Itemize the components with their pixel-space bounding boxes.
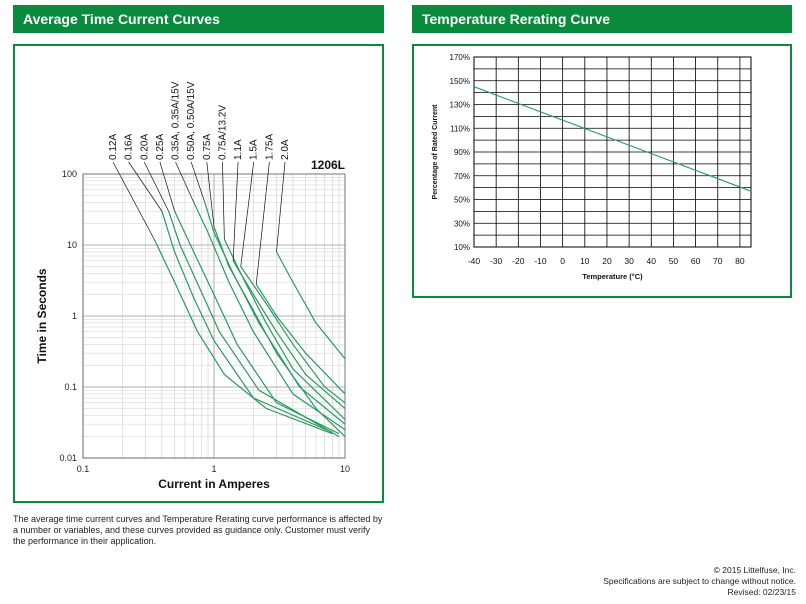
series-label: 0.35A, 0.35A/15V: [170, 81, 182, 160]
y-tick-label: 110%: [450, 124, 470, 134]
x-axis-label: Current in Amperes: [158, 477, 270, 491]
x-tick-label: 40: [646, 256, 657, 266]
chart-title: 1206L: [310, 158, 345, 172]
copyright: © 2015 Littelfuse, Inc.: [713, 565, 796, 575]
x-tick-label: 70: [713, 256, 723, 266]
y-axis-label: Percentage of Rated Current: [432, 104, 439, 200]
x-tick-label: -20: [512, 256, 525, 266]
x-tick-label: -30: [490, 256, 503, 266]
x-axis-label: Temperature (°C): [582, 272, 643, 281]
revised-date: Revised: 02/23/15: [727, 587, 796, 597]
x-tick-label: 0.1: [76, 464, 90, 474]
y-tick-label: 0.01: [59, 453, 77, 463]
series-leader: [144, 162, 168, 211]
y-tick-label: 100: [61, 169, 77, 179]
x-tick-label: 60: [690, 256, 701, 266]
series-leader: [241, 162, 254, 266]
rerating-chart: [432, 53, 751, 281]
y-tick-label: 90%: [453, 148, 470, 157]
series-label: 0.75A: [201, 133, 213, 160]
series-leader: [277, 162, 285, 252]
curve-1-1a: [233, 261, 345, 409]
y-tick-label: 10: [66, 240, 77, 250]
y-tick-label: 1: [71, 311, 77, 321]
y-axis-label: Time in Seconds: [35, 268, 49, 364]
x-tick-label: 20: [602, 256, 612, 266]
series-label: 0.16A: [123, 133, 135, 160]
left-title: Average Time Current Curves: [23, 11, 220, 27]
series-leader: [176, 162, 194, 202]
y-tick-label: 130%: [449, 100, 470, 110]
series-label: 2.0A: [280, 139, 291, 160]
x-tick-label: 0: [560, 256, 566, 266]
y-tick-label: 10%: [453, 243, 470, 252]
x-tick-label: 1: [211, 464, 217, 474]
disclaimer: Specifications are subject to change without notice.: [603, 576, 796, 586]
series-label: 0.20A: [139, 133, 151, 160]
x-tick-label: -40: [467, 256, 481, 266]
curve-2-0a: [277, 252, 346, 359]
time-current-chart: [35, 81, 350, 491]
x-tick-label: 50: [668, 256, 679, 266]
series-leader: [256, 162, 269, 284]
right-title: Temperature Rerating Curve: [422, 11, 611, 27]
series-leader: [191, 162, 205, 202]
y-tick-label: 70%: [453, 171, 470, 181]
y-tick-label: 150%: [449, 76, 470, 86]
x-tick-label: 80: [735, 256, 745, 266]
series-label: 0.50A, 0.50A/15V: [186, 81, 198, 160]
y-tick-label: 170%: [449, 53, 470, 62]
y-tick-label: 0.1: [64, 382, 77, 392]
series-label: 1.5A: [248, 139, 260, 160]
series-label: 1.75A: [264, 133, 276, 160]
series-label: 0.75A/13.2V: [217, 104, 229, 160]
x-tick-label: 10: [580, 256, 590, 266]
x-tick-label: 10: [339, 464, 351, 474]
x-tick-label: -10: [534, 256, 547, 266]
x-tick-label: 30: [624, 256, 634, 266]
series-label: 0.12A: [108, 133, 119, 160]
y-tick-label: 50%: [453, 195, 470, 205]
series-label: 0.25A: [154, 133, 166, 160]
series-label: 1.1A: [233, 139, 245, 160]
guidance-note: The average time current curves and Temperature Rerating curve performance is affected by a number or variables, and these curves provided as guidance only. Customer must verify the performance in their application.: [13, 514, 383, 546]
y-tick-label: 30%: [453, 219, 470, 229]
footer: [603, 565, 796, 598]
curve-0-16a: [162, 211, 332, 432]
